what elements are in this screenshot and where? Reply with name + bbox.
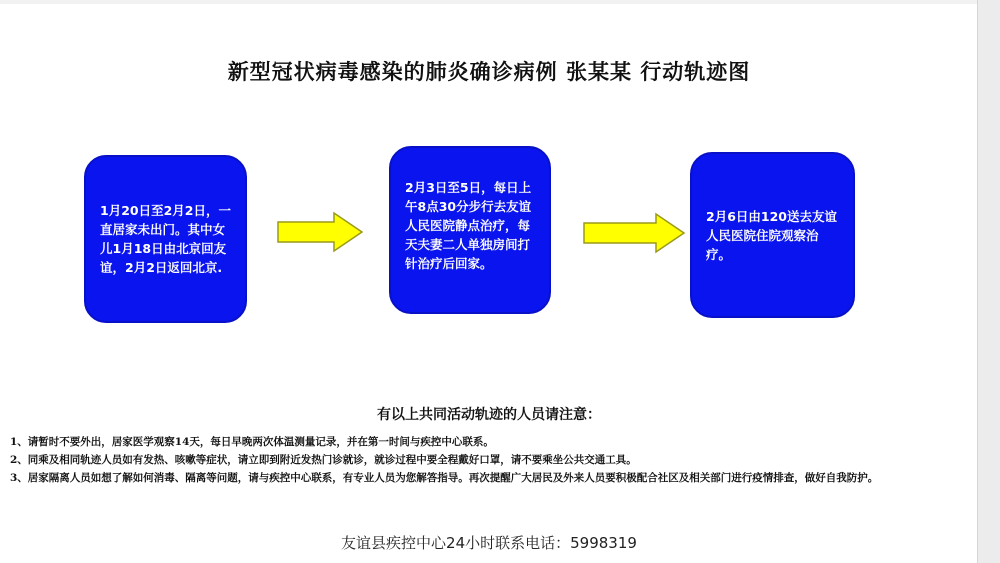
timeline-step-2: [389, 146, 551, 314]
notice-item: 1、请暂时不要外出，居家医学观察14天，每日早晚两次体温测量记录，并在第一时间与疾控中心联系。: [10, 436, 494, 448]
page-title: 新型冠状病毒感染的肺炎确诊病例 张某某 行动轨迹图: [227, 60, 751, 84]
right-scroll-edge: [977, 0, 1000, 563]
timeline-step-2-text: 2月3日至5日，每日上午8点30分步行去友谊人民医院静点治疗，每天夫妻二人单独房间打针治疗后回家。: [405, 180, 532, 271]
timeline-step-1: [84, 155, 247, 323]
right-arrow-icon: [276, 211, 364, 253]
contact-line: 友谊县疾控中心24小时联系电话：5998319: [341, 534, 637, 552]
timeline-step-3-text: 2月6日由120送去友谊人民医院住院观察治疗。: [706, 208, 837, 262]
top-edge: [0, 0, 1000, 4]
right-arrow-icon: [582, 212, 686, 254]
notice-heading: 有以上共同活动轨迹的人员请注意：: [377, 407, 601, 423]
notice-list: [10, 433, 910, 487]
notice-item: 3、居家隔离人员如想了解如何消毒、隔离等问题，请与疾控中心联系，有专业人员为您解答指导。再次提醒广大居民及外来人员要积极配合社区及相关部门进行疫情排查，做好自我防护。: [10, 472, 879, 484]
notice-item: 2、同乘及相同轨迹人员如有发热、咳嗽等症状，请立即到附近发热门诊就诊，就诊过程中要全程戴好口罩，请不要乘坐公共交通工具。: [10, 454, 637, 466]
timeline-step-1-text: 1月20日至2月2日，一直居家未出门。其中女儿1月18日由北京回友谊，2月2日返回北京.: [100, 203, 231, 275]
timeline-step-3: [690, 152, 855, 318]
